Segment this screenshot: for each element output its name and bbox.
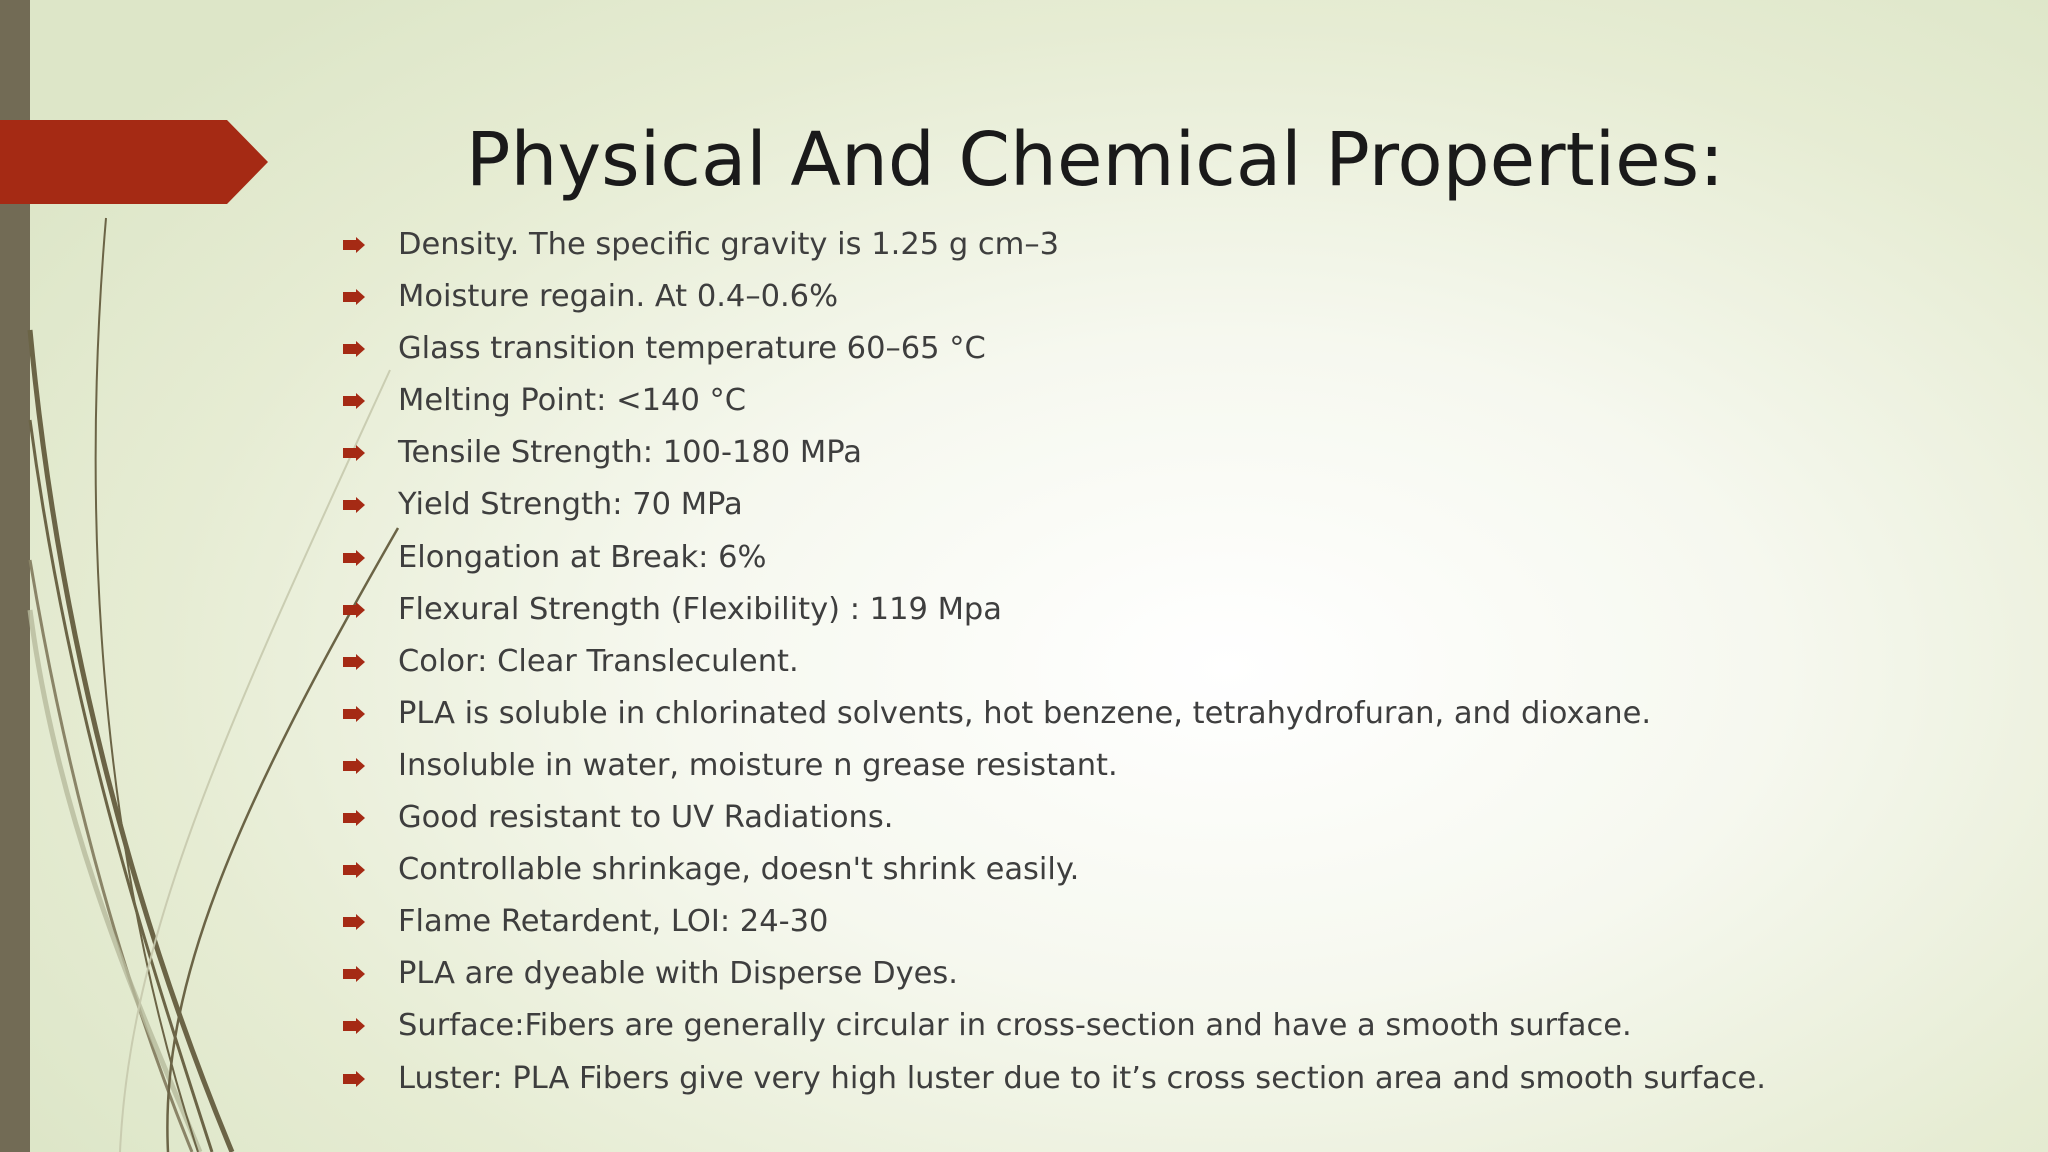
bullet-item: [335, 844, 2025, 896]
bullet-text: Yield Strength: 70 MPa: [398, 487, 743, 523]
bullet-item: [335, 584, 2025, 636]
title-arrow-shape: [0, 0, 280, 220]
bullet-text: Tensile Strength: 100-180 MPa: [398, 435, 862, 471]
right-arrow-bullet-icon: [343, 1071, 365, 1087]
right-arrow-bullet-icon: [343, 706, 365, 722]
bullet-item: [335, 479, 2025, 531]
right-arrow-bullet-icon: [343, 341, 365, 357]
bullet-item: [335, 792, 2025, 844]
bullet-text: Density. The specific gravity is 1.25 g cm–3: [398, 227, 1060, 262]
right-arrow-bullet-icon: [343, 862, 365, 878]
bullet-text: Moisture regain. At 0.4–0.6%: [398, 279, 839, 315]
bullet-item: [335, 896, 2025, 948]
bullet-text: Elongation at Break: 6%: [398, 539, 767, 575]
bullet-item: [335, 688, 2025, 740]
slide-title: Physical And Chemical Properties:: [465, 117, 1725, 203]
bullet-text: PLA is soluble in chlorinated solvents, hot benzene, tetrahydrofuran, and dioxane.: [398, 695, 1652, 731]
bullet-item: [335, 375, 2025, 427]
right-arrow-bullet-icon: [343, 1018, 365, 1034]
bullet-text: Flame Retardent, LOI: 24-30: [398, 904, 829, 940]
bullet-item: [335, 1000, 2025, 1052]
right-arrow-bullet-icon: [343, 810, 365, 826]
bullet-text: Flexural Strength (Flexibility) : 119 Mpa: [398, 591, 1002, 627]
bullet-text: Surface:Fibers are generally circular in cross-section and have a smooth surface.: [398, 1008, 1632, 1044]
right-arrow-bullet-icon: [343, 393, 365, 409]
right-arrow-bullet-icon: [343, 289, 365, 305]
bullet-text: Glass transition temperature 60–65 °C: [398, 331, 986, 367]
bullet-list: [335, 219, 2025, 1105]
right-arrow-bullet-icon: [343, 602, 365, 618]
right-arrow-bullet-icon: [343, 237, 365, 253]
bullet-item: [335, 948, 2025, 1000]
bullet-item: [335, 1053, 2025, 1105]
right-arrow-bullet-icon: [343, 550, 365, 566]
bullet-item: [335, 740, 2025, 792]
bullet-item: [335, 636, 2025, 688]
right-arrow-bullet-icon: [343, 758, 365, 774]
bullet-item: [335, 271, 2025, 323]
bullet-text: Color: Clear Transleculent.: [398, 643, 799, 679]
bullet-item: [335, 532, 2025, 584]
right-arrow-bullet-icon: [343, 654, 365, 670]
bullet-item: [335, 323, 2025, 375]
bullet-item: [335, 427, 2025, 479]
bullet-text: Melting Point: <140 °C: [398, 383, 747, 419]
bullet-text: Good resistant to UV Radiations.: [398, 800, 894, 836]
right-arrow-bullet-icon: [343, 445, 365, 461]
bullet-text: Insoluble in water, moisture n grease resistant.: [398, 747, 1118, 783]
bullet-item: [335, 219, 2025, 271]
right-arrow-bullet-icon: [343, 914, 365, 930]
bullet-text: PLA are dyeable with Disperse Dyes.: [398, 956, 958, 992]
bullet-text: Luster: PLA Fibers give very high luster due to it’s cross section area and smooth surface.: [398, 1060, 1766, 1096]
right-arrow-bullet-icon: [343, 497, 365, 513]
bullet-text: Controllable shrinkage, doesn't shrink easily.: [398, 852, 1080, 888]
right-arrow-bullet-icon: [343, 966, 365, 982]
